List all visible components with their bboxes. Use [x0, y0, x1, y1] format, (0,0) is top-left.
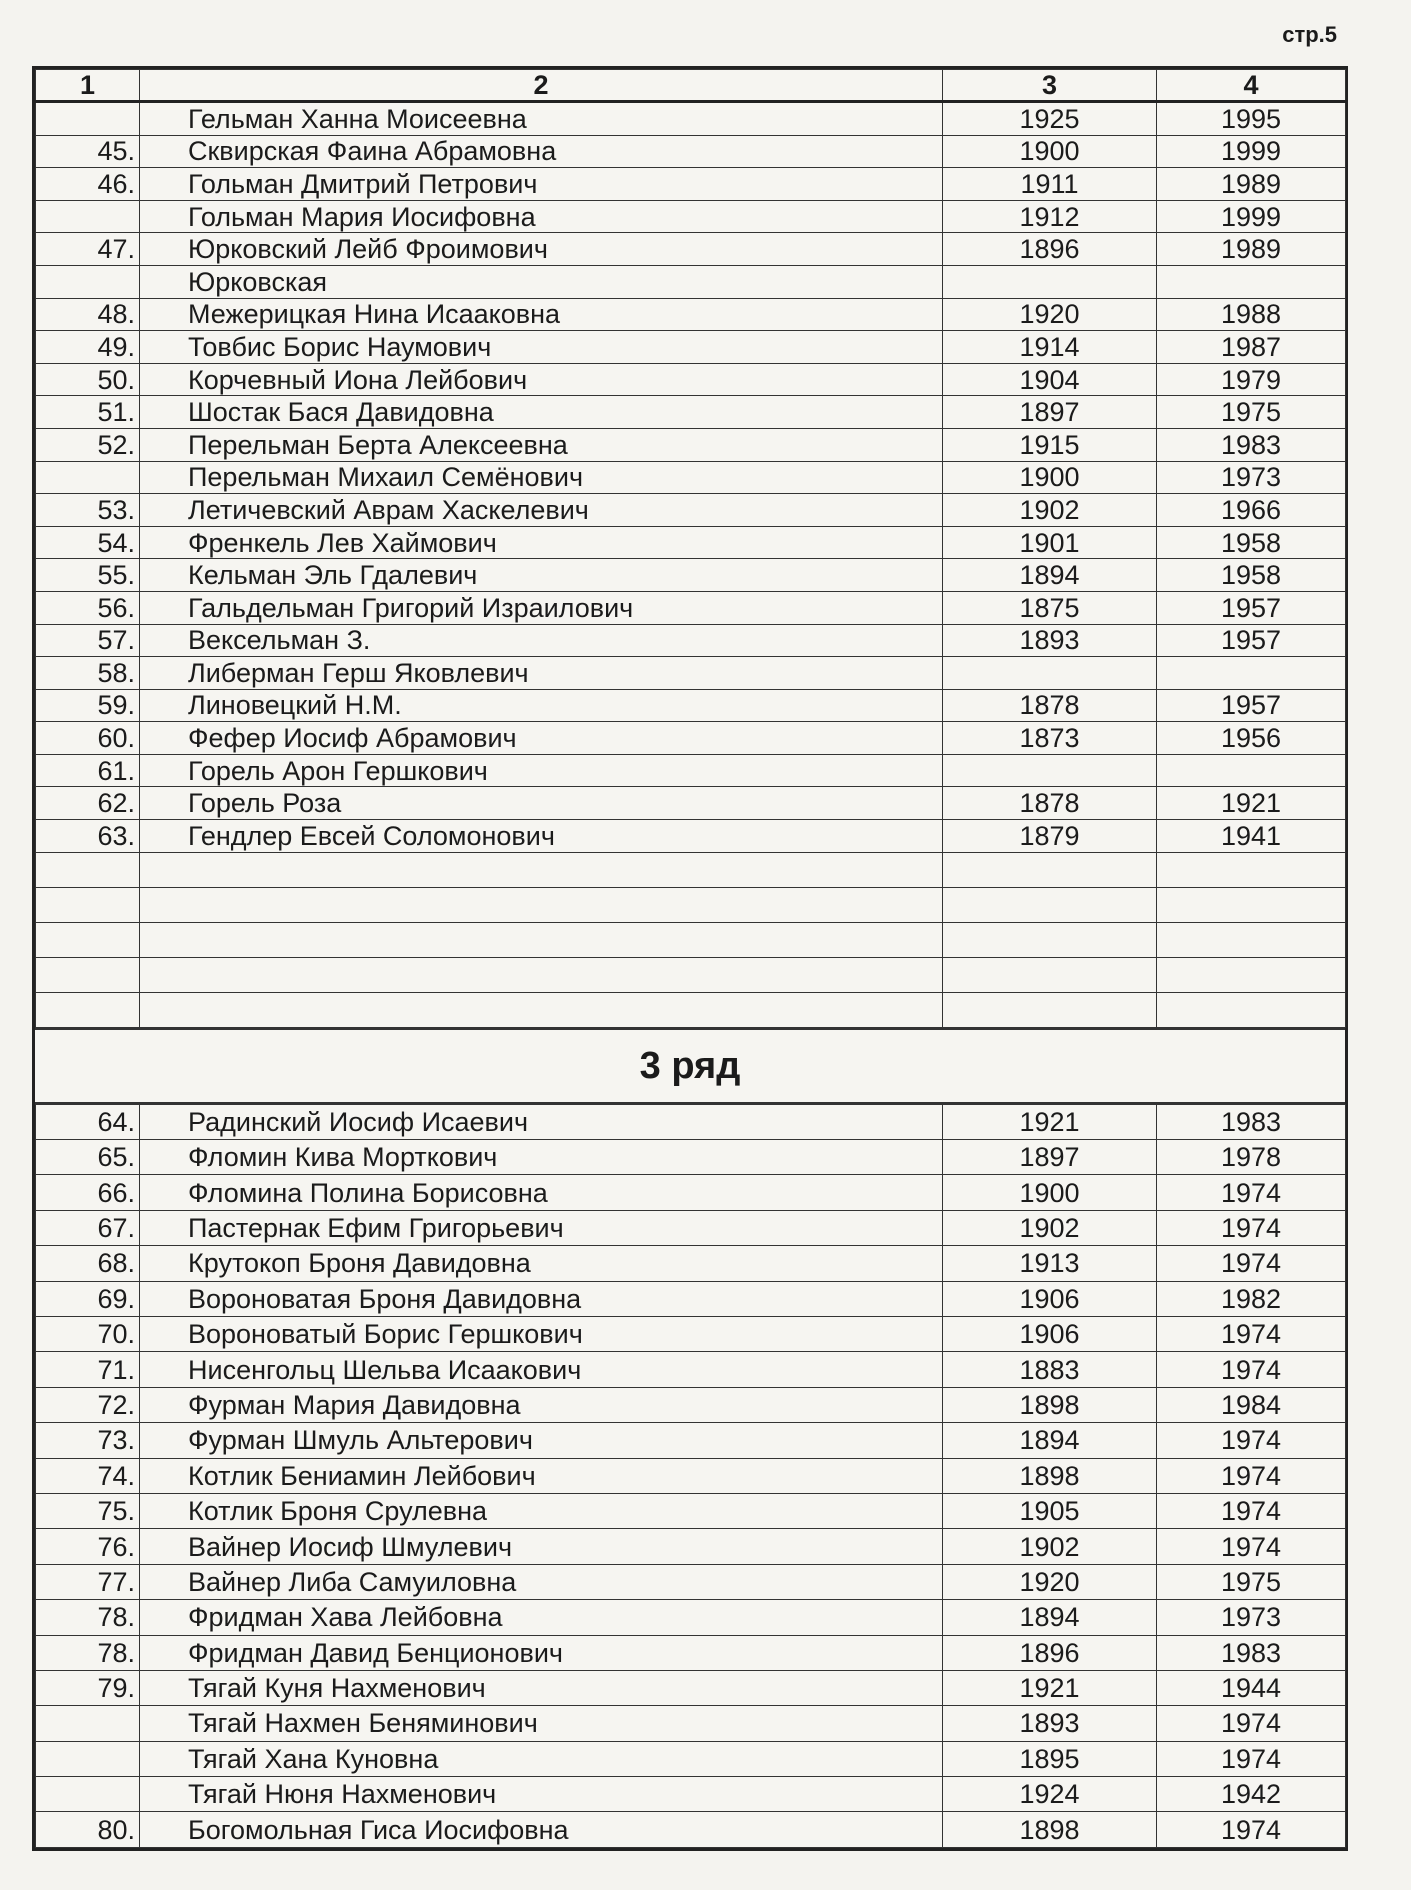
blank-cell: [140, 922, 943, 957]
row-number: 73.: [36, 1423, 140, 1458]
col-header-3: 3: [943, 70, 1157, 102]
table-row: [36, 363, 1346, 396]
row-number: 49.: [36, 331, 140, 364]
section-title: 3 ряд: [35, 1028, 1345, 1104]
birth-year: 1878: [943, 787, 1157, 820]
person-name: Фридман Хава Лейбовна: [140, 1600, 943, 1635]
top-rows: [36, 102, 1346, 853]
row-number: 59.: [36, 689, 140, 722]
death-year: 1999: [1157, 135, 1346, 168]
burial-register: [32, 66, 1348, 1851]
birth-year: 1902: [943, 1210, 1157, 1245]
blank-cell: [943, 922, 1157, 957]
row-number: [36, 1706, 140, 1741]
death-year: 1958: [1157, 559, 1346, 592]
blank-cell: [140, 852, 943, 887]
birth-year: [943, 265, 1157, 298]
blank-row: [36, 922, 1346, 957]
birth-year: 1904: [943, 363, 1157, 396]
death-year: 1984: [1157, 1387, 1346, 1422]
table-row: [36, 331, 1346, 364]
table-row: [36, 168, 1346, 201]
death-year: 1989: [1157, 168, 1346, 201]
table-row: [36, 1529, 1346, 1564]
bottom-rows: [36, 1104, 1346, 1847]
row-number: 78.: [36, 1600, 140, 1635]
death-year: 1975: [1157, 396, 1346, 429]
death-year: 1944: [1157, 1670, 1346, 1705]
death-year: [1157, 754, 1346, 787]
birth-year: 1921: [943, 1104, 1157, 1139]
table-row: [36, 1210, 1346, 1245]
birth-year: 1925: [943, 102, 1157, 136]
person-name: Либерман Герш Яковлевич: [140, 657, 943, 690]
row-number: 61.: [36, 754, 140, 787]
death-year: 1958: [1157, 526, 1346, 559]
row-number: [36, 102, 140, 136]
row-number: 71.: [36, 1352, 140, 1387]
table-row: [36, 1600, 1346, 1635]
death-year: 1966: [1157, 494, 1346, 527]
death-year: 1974: [1157, 1706, 1346, 1741]
person-name: Сквирская Фаина Абрамовна: [140, 135, 943, 168]
birth-year: 1894: [943, 1600, 1157, 1635]
table-row: [36, 1175, 1346, 1210]
person-name: Фридман Давид Бенционович: [140, 1635, 943, 1670]
birth-year: 1902: [943, 494, 1157, 527]
birth-year: 1912: [943, 200, 1157, 233]
death-year: [1157, 265, 1346, 298]
birth-year: 1895: [943, 1741, 1157, 1776]
row-number: 45.: [36, 135, 140, 168]
blank-cell: [943, 992, 1157, 1027]
birth-year: [943, 657, 1157, 690]
birth-year: 1900: [943, 1175, 1157, 1210]
person-name: Нисенгольц Шельва Исаакович: [140, 1352, 943, 1387]
birth-year: 1883: [943, 1352, 1157, 1387]
person-name: Гальдельман Григорий Израилович: [140, 591, 943, 624]
table-row: [36, 1423, 1346, 1458]
death-year: 1983: [1157, 1635, 1346, 1670]
table-row: [36, 200, 1346, 233]
birth-year: 1900: [943, 461, 1157, 494]
death-year: [1157, 657, 1346, 690]
person-name: Котлик Бениамин Лейбович: [140, 1458, 943, 1493]
row-number: 52.: [36, 428, 140, 461]
row-number: 53.: [36, 494, 140, 527]
table-row: [36, 298, 1346, 331]
birth-year: 1915: [943, 428, 1157, 461]
birth-year: 1898: [943, 1458, 1157, 1493]
blank-cell: [36, 852, 140, 887]
col-header-4: 4: [1157, 70, 1346, 102]
death-year: 1995: [1157, 102, 1346, 136]
person-name: Юрковский Лейб Фроимович: [140, 233, 943, 266]
death-year: 1974: [1157, 1352, 1346, 1387]
row-number: 60.: [36, 722, 140, 755]
birth-year: 1900: [943, 135, 1157, 168]
death-year: 1975: [1157, 1564, 1346, 1599]
row-number: [36, 200, 140, 233]
table-row: [36, 591, 1346, 624]
row-number: 70.: [36, 1317, 140, 1352]
death-year: 1921: [1157, 787, 1346, 820]
table-row: [36, 1741, 1346, 1776]
col-header-2: 2: [140, 70, 943, 102]
row-number: 57.: [36, 624, 140, 657]
birth-year: 1898: [943, 1812, 1157, 1847]
table-row: [36, 1352, 1346, 1387]
birth-year: 1893: [943, 1706, 1157, 1741]
blank-cell: [36, 887, 140, 922]
row-number: 51.: [36, 396, 140, 429]
row-number: 78.: [36, 1635, 140, 1670]
death-year: 1973: [1157, 461, 1346, 494]
death-year: 1974: [1157, 1529, 1346, 1564]
table-row: [36, 820, 1346, 853]
person-name: Гольман Дмитрий Петрович: [140, 168, 943, 201]
table-row: [36, 1812, 1346, 1847]
table-row: [36, 1246, 1346, 1281]
register-table-bottom: [35, 1104, 1346, 1848]
birth-year: 1901: [943, 526, 1157, 559]
person-name: Товбис Борис Наумович: [140, 331, 943, 364]
death-year: 1956: [1157, 722, 1346, 755]
blank-cell: [1157, 887, 1346, 922]
table-row: [36, 1493, 1346, 1528]
table-row: [36, 1706, 1346, 1741]
death-year: 1957: [1157, 689, 1346, 722]
row-number: 69.: [36, 1281, 140, 1316]
death-year: 1989: [1157, 233, 1346, 266]
death-year: 1973: [1157, 1600, 1346, 1635]
person-name: Летичевский Аврам Хаскелевич: [140, 494, 943, 527]
table-row: [36, 722, 1346, 755]
blank-row: [36, 992, 1346, 1027]
person-name: Котлик Броня Срулевна: [140, 1493, 943, 1528]
row-number: 62.: [36, 787, 140, 820]
death-year: 1974: [1157, 1493, 1346, 1528]
person-name: Тягай Нюня Нахменович: [140, 1777, 943, 1812]
table-row: [36, 526, 1346, 559]
person-name: Тягай Нахмен Беняминович: [140, 1706, 943, 1741]
row-number: 48.: [36, 298, 140, 331]
page-number: стр.5: [1282, 22, 1337, 47]
table-row: [36, 233, 1346, 266]
person-name: Линовецкий Н.М.: [140, 689, 943, 722]
death-year: 1974: [1157, 1175, 1346, 1210]
table-row: [36, 754, 1346, 787]
person-name: Фломина Полина Борисовна: [140, 1175, 943, 1210]
death-year: 1987: [1157, 331, 1346, 364]
table-row: [36, 787, 1346, 820]
person-name: Кельман Эль Гдалевич: [140, 559, 943, 592]
table-row: [36, 1387, 1346, 1422]
table-row: [36, 396, 1346, 429]
blank-cell: [943, 957, 1157, 992]
row-number: 72.: [36, 1387, 140, 1422]
birth-year: [943, 754, 1157, 787]
table-row: [36, 1140, 1346, 1175]
blank-row: [36, 957, 1346, 992]
table-row: [36, 1458, 1346, 1493]
person-name: Перельман Михаил Семёнович: [140, 461, 943, 494]
birth-year: 1894: [943, 1423, 1157, 1458]
row-number: 46.: [36, 168, 140, 201]
death-year: 1974: [1157, 1741, 1346, 1776]
table-row: [36, 1777, 1346, 1812]
person-name: Вороноватый Борис Гершкович: [140, 1317, 943, 1352]
blank-cell: [36, 922, 140, 957]
person-name: Корчевный Иона Лейбович: [140, 363, 943, 396]
table-row: [36, 1317, 1346, 1352]
table-row: [36, 657, 1346, 690]
birth-year: 1894: [943, 559, 1157, 592]
row-number: [36, 1777, 140, 1812]
row-number: [36, 265, 140, 298]
table-row: [36, 494, 1346, 527]
row-number: 77.: [36, 1564, 140, 1599]
table-row: [36, 102, 1346, 136]
person-name: Крутокоп Броня Давидовна: [140, 1246, 943, 1281]
person-name: Вайнер Иосиф Шмулевич: [140, 1529, 943, 1564]
person-name: Перельман Берта Алексеевна: [140, 428, 943, 461]
birth-year: 1920: [943, 298, 1157, 331]
row-number: 54.: [36, 526, 140, 559]
birth-year: 1911: [943, 168, 1157, 201]
birth-year: 1875: [943, 591, 1157, 624]
row-number: 47.: [36, 233, 140, 266]
blank-row: [36, 887, 1346, 922]
table-row: [36, 135, 1346, 168]
death-year: 1974: [1157, 1423, 1346, 1458]
register-table-top: [35, 69, 1346, 1028]
blank-cell: [36, 992, 140, 1027]
row-number: 64.: [36, 1104, 140, 1139]
birth-year: 1905: [943, 1493, 1157, 1528]
blank-cell: [1157, 992, 1346, 1027]
blank-cell: [140, 887, 943, 922]
birth-year: 1924: [943, 1777, 1157, 1812]
row-number: 65.: [36, 1140, 140, 1175]
header-row: [36, 70, 1346, 102]
table-row: [36, 1564, 1346, 1599]
blank-cell: [1157, 922, 1346, 957]
person-name: Фломин Кива Морткович: [140, 1140, 943, 1175]
blank-cell: [1157, 957, 1346, 992]
birth-year: 1873: [943, 722, 1157, 755]
death-year: 1974: [1157, 1210, 1346, 1245]
row-number: 74.: [36, 1458, 140, 1493]
death-year: 1982: [1157, 1281, 1346, 1316]
death-year: 1999: [1157, 200, 1346, 233]
blank-cell: [1157, 852, 1346, 887]
row-number: [36, 1741, 140, 1776]
person-name: Радинский Иосиф Исаевич: [140, 1104, 943, 1139]
person-name: Фефер Иосиф Абрамович: [140, 722, 943, 755]
birth-year: 1898: [943, 1387, 1157, 1422]
person-name: Горель Роза: [140, 787, 943, 820]
birth-year: 1914: [943, 331, 1157, 364]
birth-year: 1879: [943, 820, 1157, 853]
person-name: Гольман Мария Иосифовна: [140, 200, 943, 233]
row-number: [36, 461, 140, 494]
birth-year: 1921: [943, 1670, 1157, 1705]
person-name: Шостак Бася Давидовна: [140, 396, 943, 429]
death-year: 1974: [1157, 1246, 1346, 1281]
birth-year: 1920: [943, 1564, 1157, 1599]
row-number: 63.: [36, 820, 140, 853]
blank-rows: [36, 852, 1346, 1027]
death-year: 1957: [1157, 624, 1346, 657]
birth-year: 1896: [943, 233, 1157, 266]
row-number: 66.: [36, 1175, 140, 1210]
blank-row: [36, 852, 1346, 887]
birth-year: 1897: [943, 396, 1157, 429]
person-name: Межерицкая Нина Исааковна: [140, 298, 943, 331]
table-row: [36, 265, 1346, 298]
row-number: 76.: [36, 1529, 140, 1564]
birth-year: 1878: [943, 689, 1157, 722]
death-year: 1983: [1157, 428, 1346, 461]
table-row: [36, 624, 1346, 657]
blank-cell: [36, 957, 140, 992]
death-year: 1983: [1157, 1104, 1346, 1139]
table-row: [36, 1281, 1346, 1316]
row-number: 55.: [36, 559, 140, 592]
death-year: 1988: [1157, 298, 1346, 331]
table-row: [36, 1104, 1346, 1139]
blank-cell: [140, 957, 943, 992]
death-year: 1974: [1157, 1812, 1346, 1847]
person-name: Френкель Лев Хаймович: [140, 526, 943, 559]
table-row: [36, 461, 1346, 494]
row-number: 67.: [36, 1210, 140, 1245]
row-number: 56.: [36, 591, 140, 624]
birth-year: 1913: [943, 1246, 1157, 1281]
row-number: 50.: [36, 363, 140, 396]
col-header-1: 1: [36, 70, 140, 102]
person-name: Вексельман З.: [140, 624, 943, 657]
death-year: 1941: [1157, 820, 1346, 853]
birth-year: 1893: [943, 624, 1157, 657]
person-name: Вороноватая Броня Давидовна: [140, 1281, 943, 1316]
person-name: Вайнер Либа Самуиловна: [140, 1564, 943, 1599]
table-row: [36, 1670, 1346, 1705]
table-row: [36, 689, 1346, 722]
row-number: 80.: [36, 1812, 140, 1847]
person-name: Тягай Хана Куновна: [140, 1741, 943, 1776]
person-name: Фурман Шмуль Альтерович: [140, 1423, 943, 1458]
birth-year: 1902: [943, 1529, 1157, 1564]
birth-year: 1906: [943, 1317, 1157, 1352]
person-name: Тягай Куня Нахменович: [140, 1670, 943, 1705]
table-row: [36, 428, 1346, 461]
birth-year: 1906: [943, 1281, 1157, 1316]
blank-cell: [140, 992, 943, 1027]
row-number: 58.: [36, 657, 140, 690]
death-year: 1979: [1157, 363, 1346, 396]
person-name: Юрковская: [140, 265, 943, 298]
person-name: Богомольная Гиса Иосифовна: [140, 1812, 943, 1847]
person-name: Гельман Ханна Моисеевна: [140, 102, 943, 136]
death-year: 1978: [1157, 1140, 1346, 1175]
table-row: [36, 1635, 1346, 1670]
table-row: [36, 559, 1346, 592]
birth-year: 1896: [943, 1635, 1157, 1670]
blank-cell: [943, 887, 1157, 922]
death-year: 1974: [1157, 1317, 1346, 1352]
row-number: 68.: [36, 1246, 140, 1281]
row-number: 79.: [36, 1670, 140, 1705]
death-year: 1942: [1157, 1777, 1346, 1812]
person-name: Пастернак Ефим Григорьевич: [140, 1210, 943, 1245]
person-name: Фурман Мария Давидовна: [140, 1387, 943, 1422]
person-name: Горель Арон Гершкович: [140, 754, 943, 787]
blank-cell: [943, 852, 1157, 887]
person-name: Гендлер Евсей Соломонович: [140, 820, 943, 853]
birth-year: 1897: [943, 1140, 1157, 1175]
death-year: 1974: [1157, 1458, 1346, 1493]
row-number: 75.: [36, 1493, 140, 1528]
death-year: 1957: [1157, 591, 1346, 624]
